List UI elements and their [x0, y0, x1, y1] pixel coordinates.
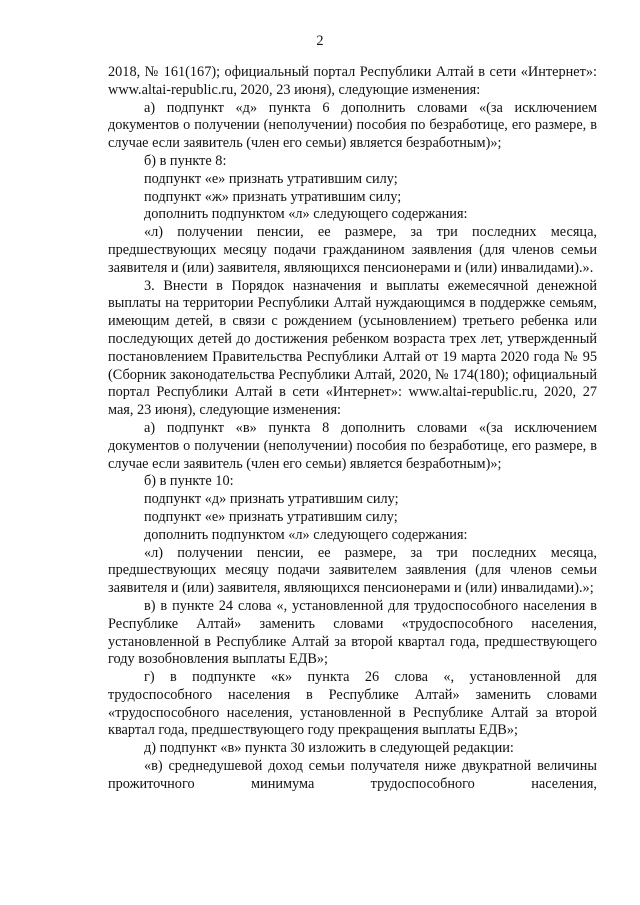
- paragraph: б) в пункте 8:: [144, 152, 227, 169]
- paragraph: д) подпункт «в» пункта 30 изложить в следующей редакции:: [144, 740, 514, 757]
- paragraph: а) подпункт «в» пункта 8 дополнить словами «(за исключением документов о получении (неполучении) пособия по безработице, его размере, в случае если заявитель (член его семьи) является безработным)»;: [108, 419, 597, 472]
- paragraph: в) в пункте 24 слова «, установленной для трудоспособного населения в Республике Алтай» заменить словами «трудоспособного населения, установленной в Республике Алтай за второй квартал года, предшествующего году возобновления выплаты ЕДВ»;: [108, 597, 597, 668]
- paragraph: а) подпункт «д» пункта 6 дополнить словами «(за исключением документов о получении (неполучении) пособия по безработице, его размере, в случае если заявитель (член его семьи) является безработным)»;: [108, 99, 597, 152]
- paragraph: «в) среднедушевой доход семьи получателя ниже двукратной величины прожиточного минимума трудоспособного населения,: [108, 758, 597, 792]
- paragraph: подпункт «е» признать утратившим силу;: [144, 170, 398, 187]
- paragraph: «л) получении пенсии, ее размере, за три последних месяца, предшествующих месяцу подачи заявителем заявления (для членов семьи заявителя и (или) заявителя, являющихся пенсионерами и (или) инвалидами).»;: [108, 544, 597, 597]
- paragraph: 2018, № 161(167); официальный портал Республики Алтай в сети «Интернет»: www.altai-republic.ru, 2020, 23 июня), следующие изменения:: [108, 64, 597, 98]
- paragraph: подпункт «д» признать утратившим силу;: [144, 491, 399, 508]
- paragraph: г) в подпункте «к» пункта 26 слова «, установленной для трудоспособного населения в Республике Алтай» заменить словами «трудоспособного населения, установленной в Республике Алтай за второй квартал года, предшествующего году прекращения выплаты ЕДВ»;: [108, 669, 597, 739]
- document-body: [108, 64, 597, 794]
- paragraph: «л) получении пенсии, ее размере, за три последних месяца, предшествующих месяцу подачи гражданином заявления (для членов семьи заявителя и (или) заявителя, являющихся пенсионерами и (или) инвалидами).».: [108, 224, 597, 276]
- paragraph: дополнить подпунктом «л» следующего содержания:: [144, 526, 468, 543]
- paragraph: б) в пункте 10:: [144, 473, 234, 490]
- paragraph: 3. Внести в Порядок назначения и выплаты ежемесячной денежной выплаты на территории Республики Алтай нуждающимся в поддержке семьям, имеющим детей, в связи с рождением (усыновлением) третьего ребенка или последующих детей до достижения ребенком возраста трех лет, утвержденный постановлением Правительства Республики Алтай от 19 марта 2020 года № 95 (Сборник законодательства Республики Алтай, 2020, № 174(180); официальный портал Республики Алтай в сети «Интернет»: www.altai-republic.ru, 2020, 27 мая, 23 июня), следующие изменения:: [108, 277, 597, 419]
- paragraph: подпункт «ж» признать утратившим силу;: [144, 188, 402, 205]
- paragraph: подпункт «е» признать утратившим силу;: [144, 508, 398, 525]
- paragraph: дополнить подпунктом «л» следующего содержания:: [144, 206, 468, 223]
- page-number: 2: [316, 33, 324, 49]
